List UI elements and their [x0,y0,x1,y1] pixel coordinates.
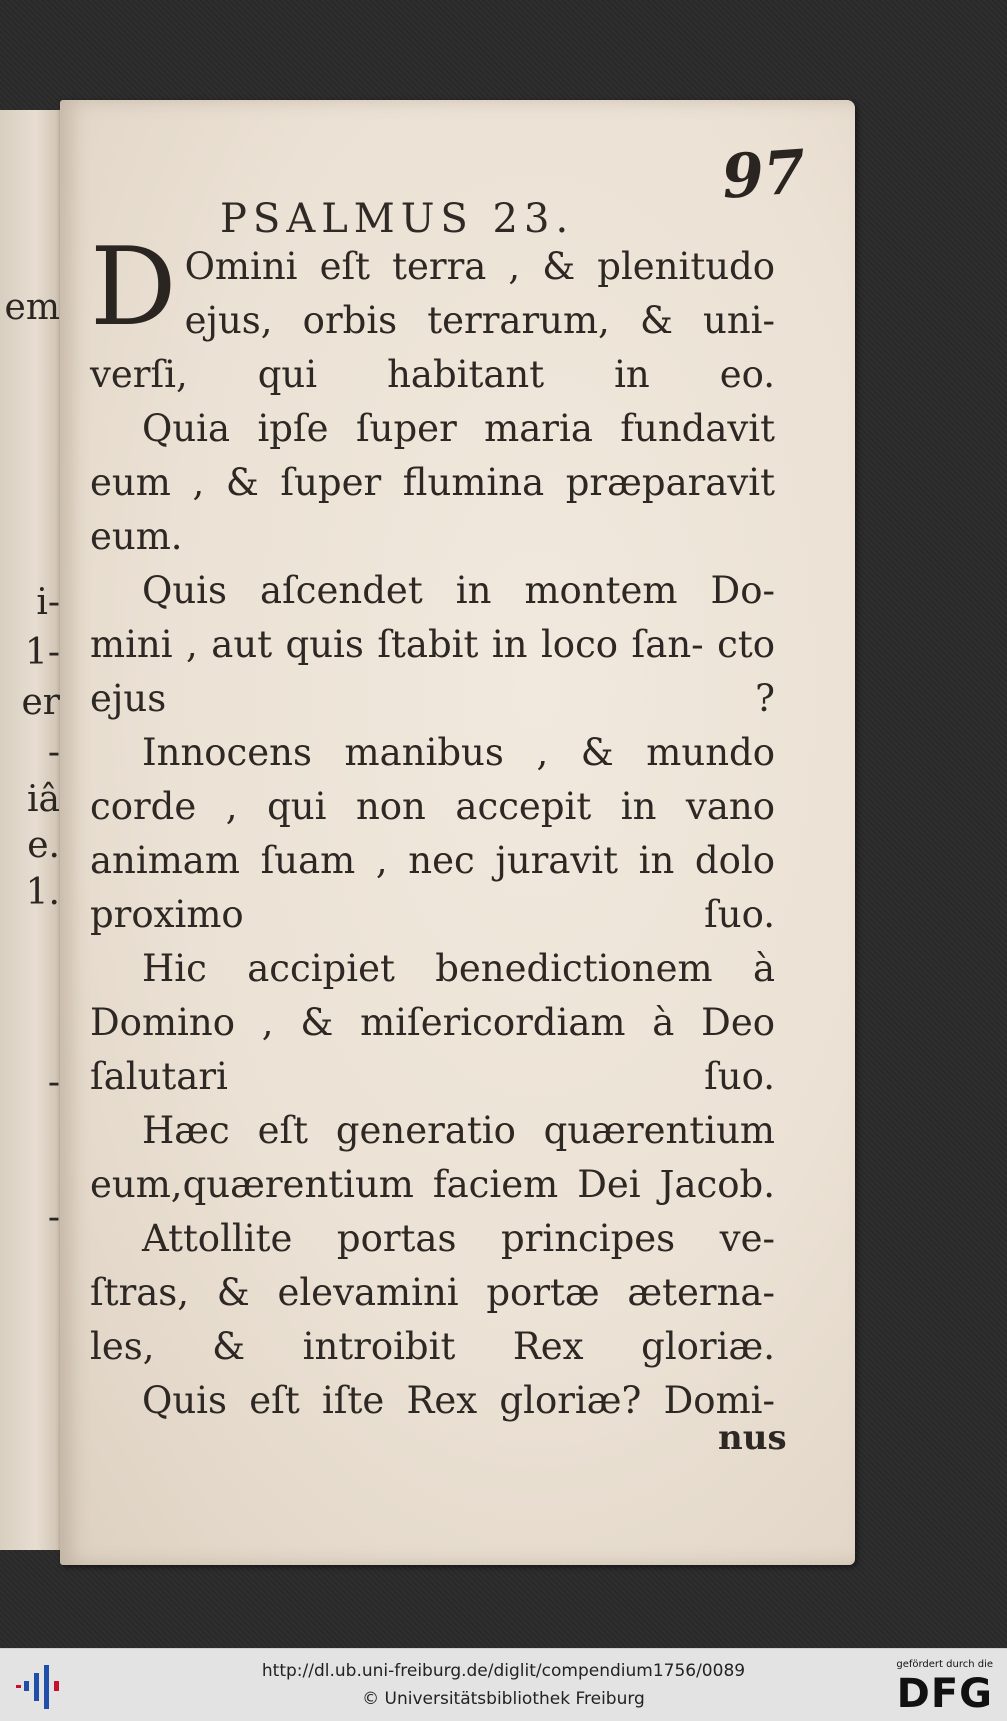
dfg-caption: gefördert durch die [896,1659,993,1670]
page-number: 97 [719,137,808,213]
left-fragment: - [47,1062,60,1103]
verse [90,726,775,942]
verse-text: Attollite portas principes ve- ſtras, & elevamini portæ æterna- les, & introibit Rex gloriæ. [90,1217,775,1368]
left-fragment: i- [36,582,60,623]
left-fragment: iâ [27,779,60,820]
left-fragment: 1. [25,872,60,913]
left-fragment: e. [27,825,60,866]
left-fragment: em [4,287,60,328]
verse [90,1104,775,1212]
verse [90,942,775,1104]
verse-text: Quia ipſe ſuper maria fundavit eum , & ſuper flumina præparavit eum. [90,407,775,558]
verse [90,1374,775,1428]
left-fragment: - [47,732,60,773]
catchword: nus [718,1418,787,1458]
left-fragment: 1- [24,632,60,673]
verse [90,564,775,726]
copyright: © Universitätsbibliothek Freiburg [362,1689,645,1709]
psalm-text [90,225,775,1428]
permalink[interactable]: http://dl.ub.uni-freiburg.de/diglit/compendium1756/0089 [261,1661,746,1681]
verse [90,1212,775,1374]
drop-cap: D [90,225,177,350]
verse-text: Omini eſt terra , & plenitudo ejus, orbis terrarum, & uni- verſi, qui habitant in eo. [90,245,775,396]
verse-text: Quis aſcendet in montem Do- mini , aut quis ſtabit in loco ſan- cto ejus ? [90,569,775,720]
verse-text: Innocens manibus , & mundo corde , qui non accepit in vano animam ſuam , nec juravit in dolo proximo ſuo. [90,731,775,936]
verse-text: Hic accipiet benedictionem à Domino , & miſericordiam à Deo ſalutari ſuo. [90,947,775,1098]
verse [90,225,775,402]
verse-text: Hæc eſt generatio quærentium eum,quærentium faciem Dei Jacob. [90,1109,775,1206]
left-fragment: - [47,1197,60,1238]
viewer-footer [0,1648,1007,1721]
verse-text: Quis eſt iſte Rex gloriæ? Domi- [142,1379,775,1422]
left-fragment: er [21,682,60,723]
psalm-header: PSALMUS 23. [220,196,575,242]
verse [90,402,775,564]
left-page-edge [0,110,62,1550]
dfg-logo: DFG [896,1671,993,1717]
